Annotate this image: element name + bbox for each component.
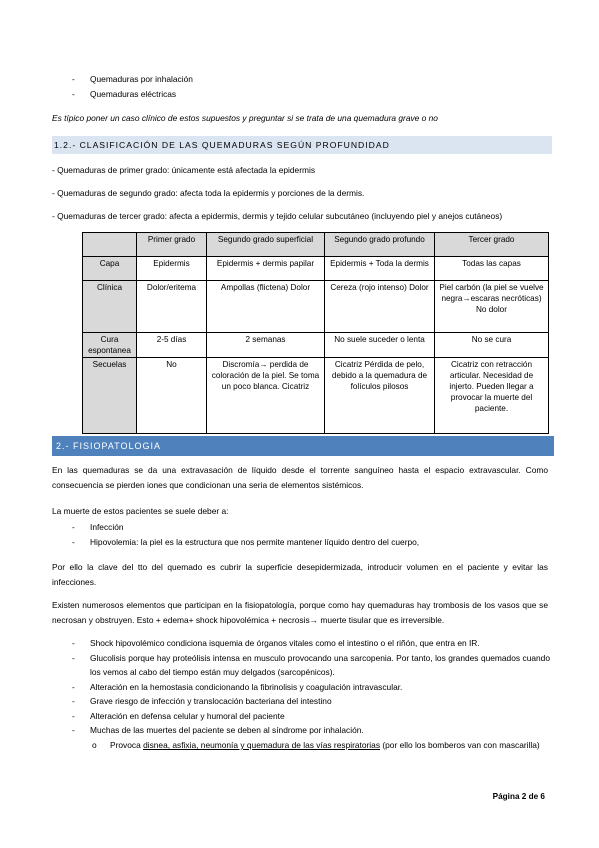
table-header-cell: Segundo grado superficial [207,233,325,257]
death-cause-list [72,520,419,549]
elements-list [72,636,550,738]
table-header-row [83,233,549,257]
paragraph-clave-tratamiento: Por ello la clave del tto del quemado es cubrir la superficie desepidermizada, introducir volumen en el paciente y evitar las infecciones. [52,562,548,587]
table-cell: No se cura [435,333,549,358]
paragraph-muerte: La muerte de estos pacientes se suele deber a: [52,506,229,516]
table-cell: Todas las capas [435,257,549,281]
grade-line-1: - Quemaduras de primer grado: únicamente está afectada la epidermis [52,165,316,175]
section-title-clasificacion: 1.2.- CLASIFICACIÓN DE LAS QUEMADURAS SEGÚN PROFUNDIDAD [52,136,552,154]
table-cell: Discromía→ perdida de coloración de la piel. Se toma un poco blanca. Cicatriz [207,358,325,434]
list-item: - Quemaduras eléctricas [72,87,193,102]
list-item: - Shock hipovolémico condiciona isquemia de órganos vitales como el intestino o el riñón, que entra en IR. [72,636,550,651]
table-cell: Piel carbón (la piel se vuelve negra→escaras necróticas) No dolor [435,281,549,333]
table-cell: Cicatriz con retracción articular. Necesidad de injerto. Pueden llegar a provocar la muerte del paciente. [435,358,549,434]
table-cell: No [137,358,207,434]
list-item: - Muchas de las muertes del paciente se deben al síndrome por inhalación. [72,723,550,738]
table-cell: Epidermis + dermis papilar [207,257,325,281]
sub-item-underlined: disnea, asfixia, neumonía y quemadura de las vías respiratorias [143,740,381,750]
list-item: - Quemaduras por inhalación [72,72,193,87]
grade-line-3: - Quemaduras de tercer grado: afecta a epidermis, dermis y tejido celular subcutáneo (incluyendo piel y anejos cutáneos) [52,211,503,221]
table-cell: Cicatriz Pérdida de pelo, debido a la quemadura de folículos pilosos [325,358,435,434]
table-cell: 2 semanas [207,333,325,358]
row-header-cell: Cura espontanea [83,333,137,358]
italic-note: Es típico poner un caso clínico de estos supuestos y preguntar si se trata de una quemadura grave o no [52,113,438,123]
circle-bullet-icon: o [92,740,97,750]
list-item: - Alteración en la hemostasia condicionando la fibrinolisis y coagulación intravascular. [72,680,550,695]
table-row [83,281,549,333]
table-cell: Cereza (rojo intenso) Dolor [325,281,435,333]
classification-table [82,232,549,434]
paragraph-extravasacion: En las quemaduras se da una extravasación de líquido desde el torrente sanguíneo hasta el espacio extravascular. Como consecuencia se pierden iones que condicionan una seria de elementos sistémicos. [52,465,548,490]
table-cell: Dolor/eritema [137,281,207,333]
table-cell: Epidermis + Toda la dermis [325,257,435,281]
list-item: - Alteración en defensa celular y humoral del paciente [72,709,550,724]
table-cell: Epidermis [137,257,207,281]
page-number: Página 2 de 6 [492,792,545,801]
list-item: - Infección [72,520,419,535]
table-header-cell: Primer grado [137,233,207,257]
list-item: - Grave riesgo de infección y translocación bacteriana del intestino [72,694,550,709]
table-header-cell [83,233,137,257]
grade-line-2: - Quemaduras de segundo grado: afecta toda la epidermis y porciones de la dermis. [52,188,365,198]
table-cell: No suele suceder o lenta [325,333,435,358]
row-header-cell: Clínica [83,281,137,333]
table-header-cell: Tercer grado [435,233,549,257]
table-header-cell: Segundo grado profundo [325,233,435,257]
list-item: - Hipovolemia: la piel es la estructura que nos permite mantener líquido dentro del cuerpo, [72,535,419,550]
table-cell: 2-5 días [137,333,207,358]
list-item: - Glucolisis porque hay proteólisis intensa en musculo provocando una sarcopenia. Por tanto, los grandes quemados cuando los vemos al cabo del tiempo están muy delgados (sarcopénicos). [72,651,550,680]
paragraph-elementos: Existen numerosos elementos que participan en la fisiopatología, porque como hay quemaduras hay trombosis de los vasos que se necrosan y obstruyen. Esto + edema+ shock hipovolémica + necrosis→ muerte tisular que es irreversible. [52,600,548,625]
sub-item-prefix: Provoca [110,740,144,750]
table-row [83,358,549,434]
table-row [83,257,549,281]
section-title-fisiopatologia: 2.- FISIOPATOLOGIA [52,436,554,456]
sub-list-item [92,738,550,753]
top-list [72,72,193,101]
table-row [83,333,549,358]
sub-item-suffix: (por ello los bomberos van con mascarilla) [380,740,540,750]
row-header-cell: Secuelas [83,358,137,434]
table-cell: Ampollas (flictena) Dolor [207,281,325,333]
row-header-cell: Capa [83,257,137,281]
